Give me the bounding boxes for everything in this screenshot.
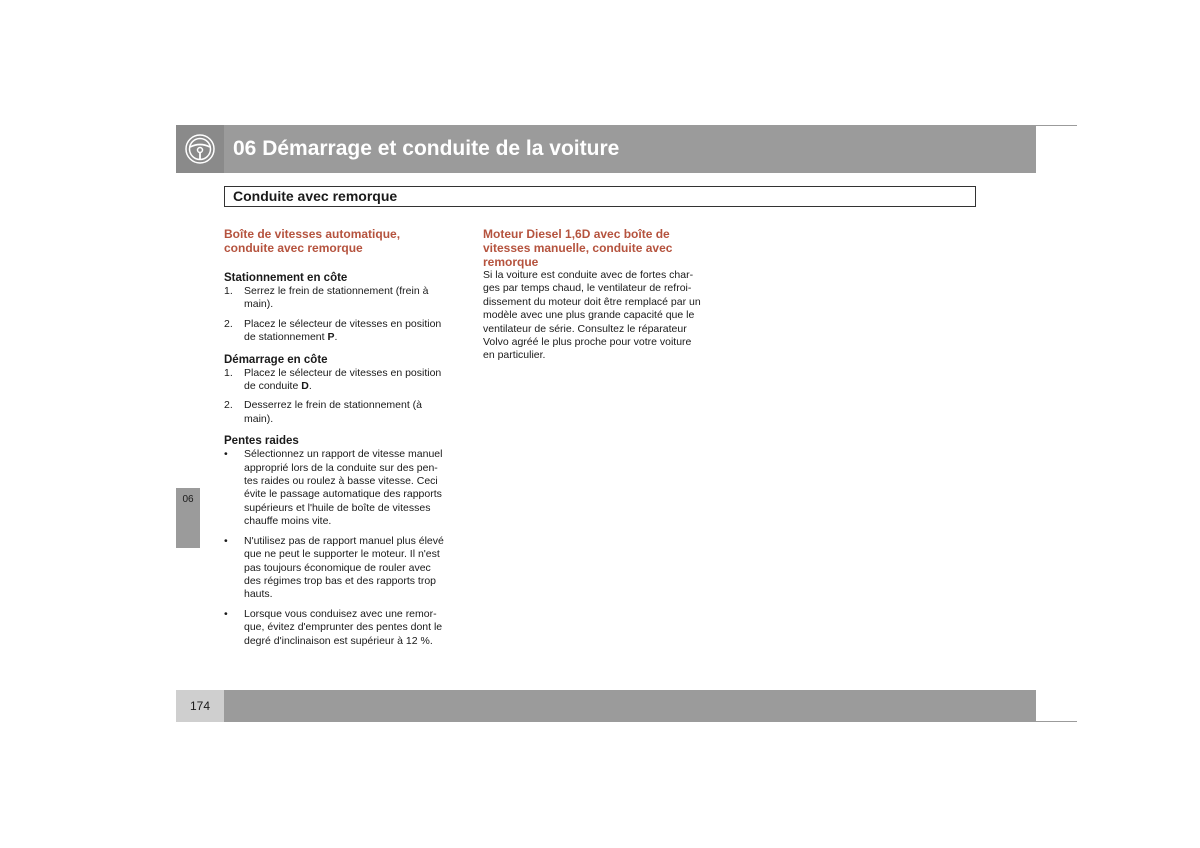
footer-band <box>224 690 1036 722</box>
section-title-box <box>224 186 976 207</box>
diesel-body-text <box>483 269 721 363</box>
text-line: Placez le sélecteur de vitesses en position <box>244 366 442 379</box>
text-line: approprié lors de la conduite sur des pen- <box>244 461 438 474</box>
gear-position-d: D <box>301 380 309 393</box>
text-line: Si la voiture est conduite avec de fortes char- <box>483 269 694 281</box>
list-item <box>224 285 464 312</box>
text-segment: de conduite <box>244 380 302 393</box>
list-item <box>224 318 464 345</box>
heading-line: Boîte de vitesses automatique, <box>224 227 401 241</box>
text-line <box>244 380 464 393</box>
text-line: main). <box>244 298 274 311</box>
bullet-item <box>224 608 464 648</box>
text-line: supérieurs et l'huile de boîte de vitesses <box>244 501 431 514</box>
text-line: tes raides ou roulez à basse vitesse. Ceci <box>244 475 438 488</box>
chapter-title: 06 Démarrage et conduite de la voiture <box>233 137 620 160</box>
footer-rule <box>1036 721 1077 722</box>
text-segment: de stationnement <box>244 331 328 344</box>
text-line: chauffe moins vite. <box>244 515 332 528</box>
bullet-item <box>224 448 464 528</box>
text-line: pas toujours économique de rouler avec <box>244 561 431 574</box>
bullet-marker: • <box>224 448 228 461</box>
left-column <box>224 227 464 648</box>
text-line: que ne peut le supporter le moteur. Il n'est <box>244 548 440 561</box>
list-marker: 1. <box>224 285 233 297</box>
list-marker: 2. <box>224 399 233 412</box>
text-line: ventilateur de série. Consultez le réparateur <box>483 322 687 335</box>
text-line: ges par temps chaud, le ventilateur de refroi- <box>483 282 692 295</box>
text-line: Sélectionnez un rapport de vitesse manuel <box>244 448 443 461</box>
heading-line: remorque <box>483 255 539 269</box>
text-line: degré d'inclinaison est supérieur à 12 %. <box>244 634 433 647</box>
text-line: Serrez le frein de stationnement (frein à <box>244 285 429 297</box>
bullet-item <box>224 535 464 602</box>
text-line: hauts. <box>244 588 273 601</box>
chapter-side-tab-label: 06 <box>182 494 194 505</box>
text-line: Desserrez le frein de stationnement (à <box>244 399 423 412</box>
chapter-side-tab <box>176 488 200 548</box>
steep-slopes-title: Pentes raides <box>224 435 299 448</box>
parking-slope-title: Stationnement en côte <box>224 272 348 284</box>
bullet-marker: • <box>224 534 228 547</box>
text-line: des régimes trop bas et des rapports trop <box>244 574 437 587</box>
page-number-box <box>176 690 224 722</box>
text-line: Volvo agréé le plus proche pour votre voiture <box>483 336 692 349</box>
text-line: évite le passage automatique des rapports <box>244 488 442 501</box>
page-number: 174 <box>189 699 211 713</box>
heading-line: conduite avec remorque <box>224 241 363 255</box>
text-line: main). <box>244 412 274 425</box>
text-segment: . <box>334 331 338 344</box>
right-column <box>483 227 721 363</box>
text-line: dissement du moteur doit être remplacé par un <box>483 295 701 308</box>
automatic-gearbox-heading <box>224 227 464 255</box>
heading-line: vitesses manuelle, conduite avec <box>483 241 673 255</box>
header-rule <box>1036 125 1077 126</box>
list-marker: 2. <box>224 317 233 330</box>
list-marker: 1. <box>224 366 233 379</box>
text-line <box>244 331 464 344</box>
list-item <box>224 399 464 426</box>
steering-wheel-icon <box>184 133 216 165</box>
heading-line: Moteur Diesel 1,6D avec boîte de <box>483 227 670 241</box>
text-line: en particulier. <box>483 349 546 362</box>
text-line: que, évitez d'emprunter des pentes dont le <box>244 621 443 634</box>
section-title: Conduite avec remorque <box>233 188 398 204</box>
gear-position-p: P <box>327 331 335 344</box>
text-line: modèle avec une plus grande capacité que le <box>483 309 695 322</box>
text-line: Lorsque vous conduisez avec une remor- <box>244 607 437 620</box>
text-segment: . <box>308 380 312 393</box>
list-item <box>224 367 464 394</box>
diesel-manual-gearbox-heading <box>483 227 721 269</box>
starting-slope-title: Démarrage en côte <box>224 353 328 366</box>
text-line: Placez le sélecteur de vitesses en position <box>244 317 442 330</box>
bullet-marker: • <box>224 607 228 620</box>
text-line: N'utilisez pas de rapport manuel plus élevé <box>244 534 444 547</box>
